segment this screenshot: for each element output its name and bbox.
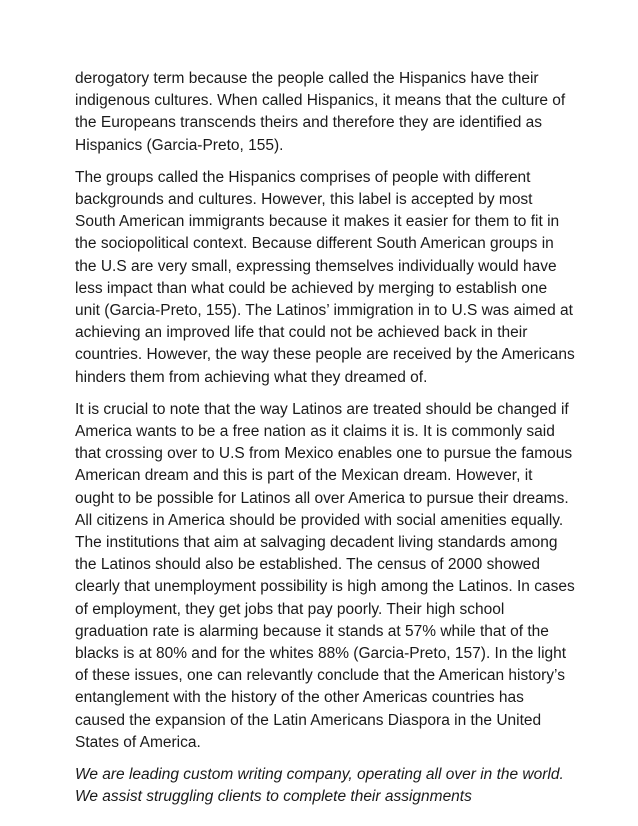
promo-text: We are leading custom writing company, operating all over in the world. We assist struggling clients to complete their assignments xyxy=(75,766,564,806)
paragraph-hispanic-term: derogatory term because the people called the Hispanics have their indigenous cultures. When called Hispanics, it means that the culture of the Europeans transcends theirs and therefore they are identified as Hispanics (Garcia-Preto, 155). xyxy=(75,70,566,154)
document-page xyxy=(75,68,575,819)
paragraph-latino-treatment: It is crucial to note that the way Latinos are treated should be changed if America wants to be a free nation as it claims it is. It is commonly said that crossing over to U.S from Mexico enables one to pursue the famous American dream and this is part of the Mexican dream. However, it ought to be possible for Latinos all over America to pursue their dreams. All citizens in America should be provided with social amenities equally. The institutions that aim at salvaging decadent living standards among the Latinos should also be established. The census of 2000 showed clearly that unemployment possibility is high among the Latinos. In cases of employment, they get jobs that pay poorly. Their high school graduation rate is alarming because it stands at 57% while that of the blacks is at 80% and for the whites 88% (Garcia-Preto, 157). In the light of these issues, one can relevantly conclude that the American history’s entanglement with the history of the other Americas countries has caused the expansion of the Latin Americans Diaspora in the United States of America. xyxy=(75,400,575,751)
paragraph-hispanic-groups: The groups called the Hispanics comprises of people with different backgrounds and cultures. However, this label is accepted by most South American immigrants because it makes it easier for them to fit in the sociopolitical context. Because different South American groups in the U.S are very small, expressing themselves individually would have less impact than what could be achieved by merging to establish one unit (Garcia-Preto, 155). The Latinos’ immigration in to U.S was aimed at achieving an improved life that could not be achieved back in their countries. However, the way these people are received by the Americans hinders them from achieving what they dreamed of. xyxy=(75,168,575,386)
